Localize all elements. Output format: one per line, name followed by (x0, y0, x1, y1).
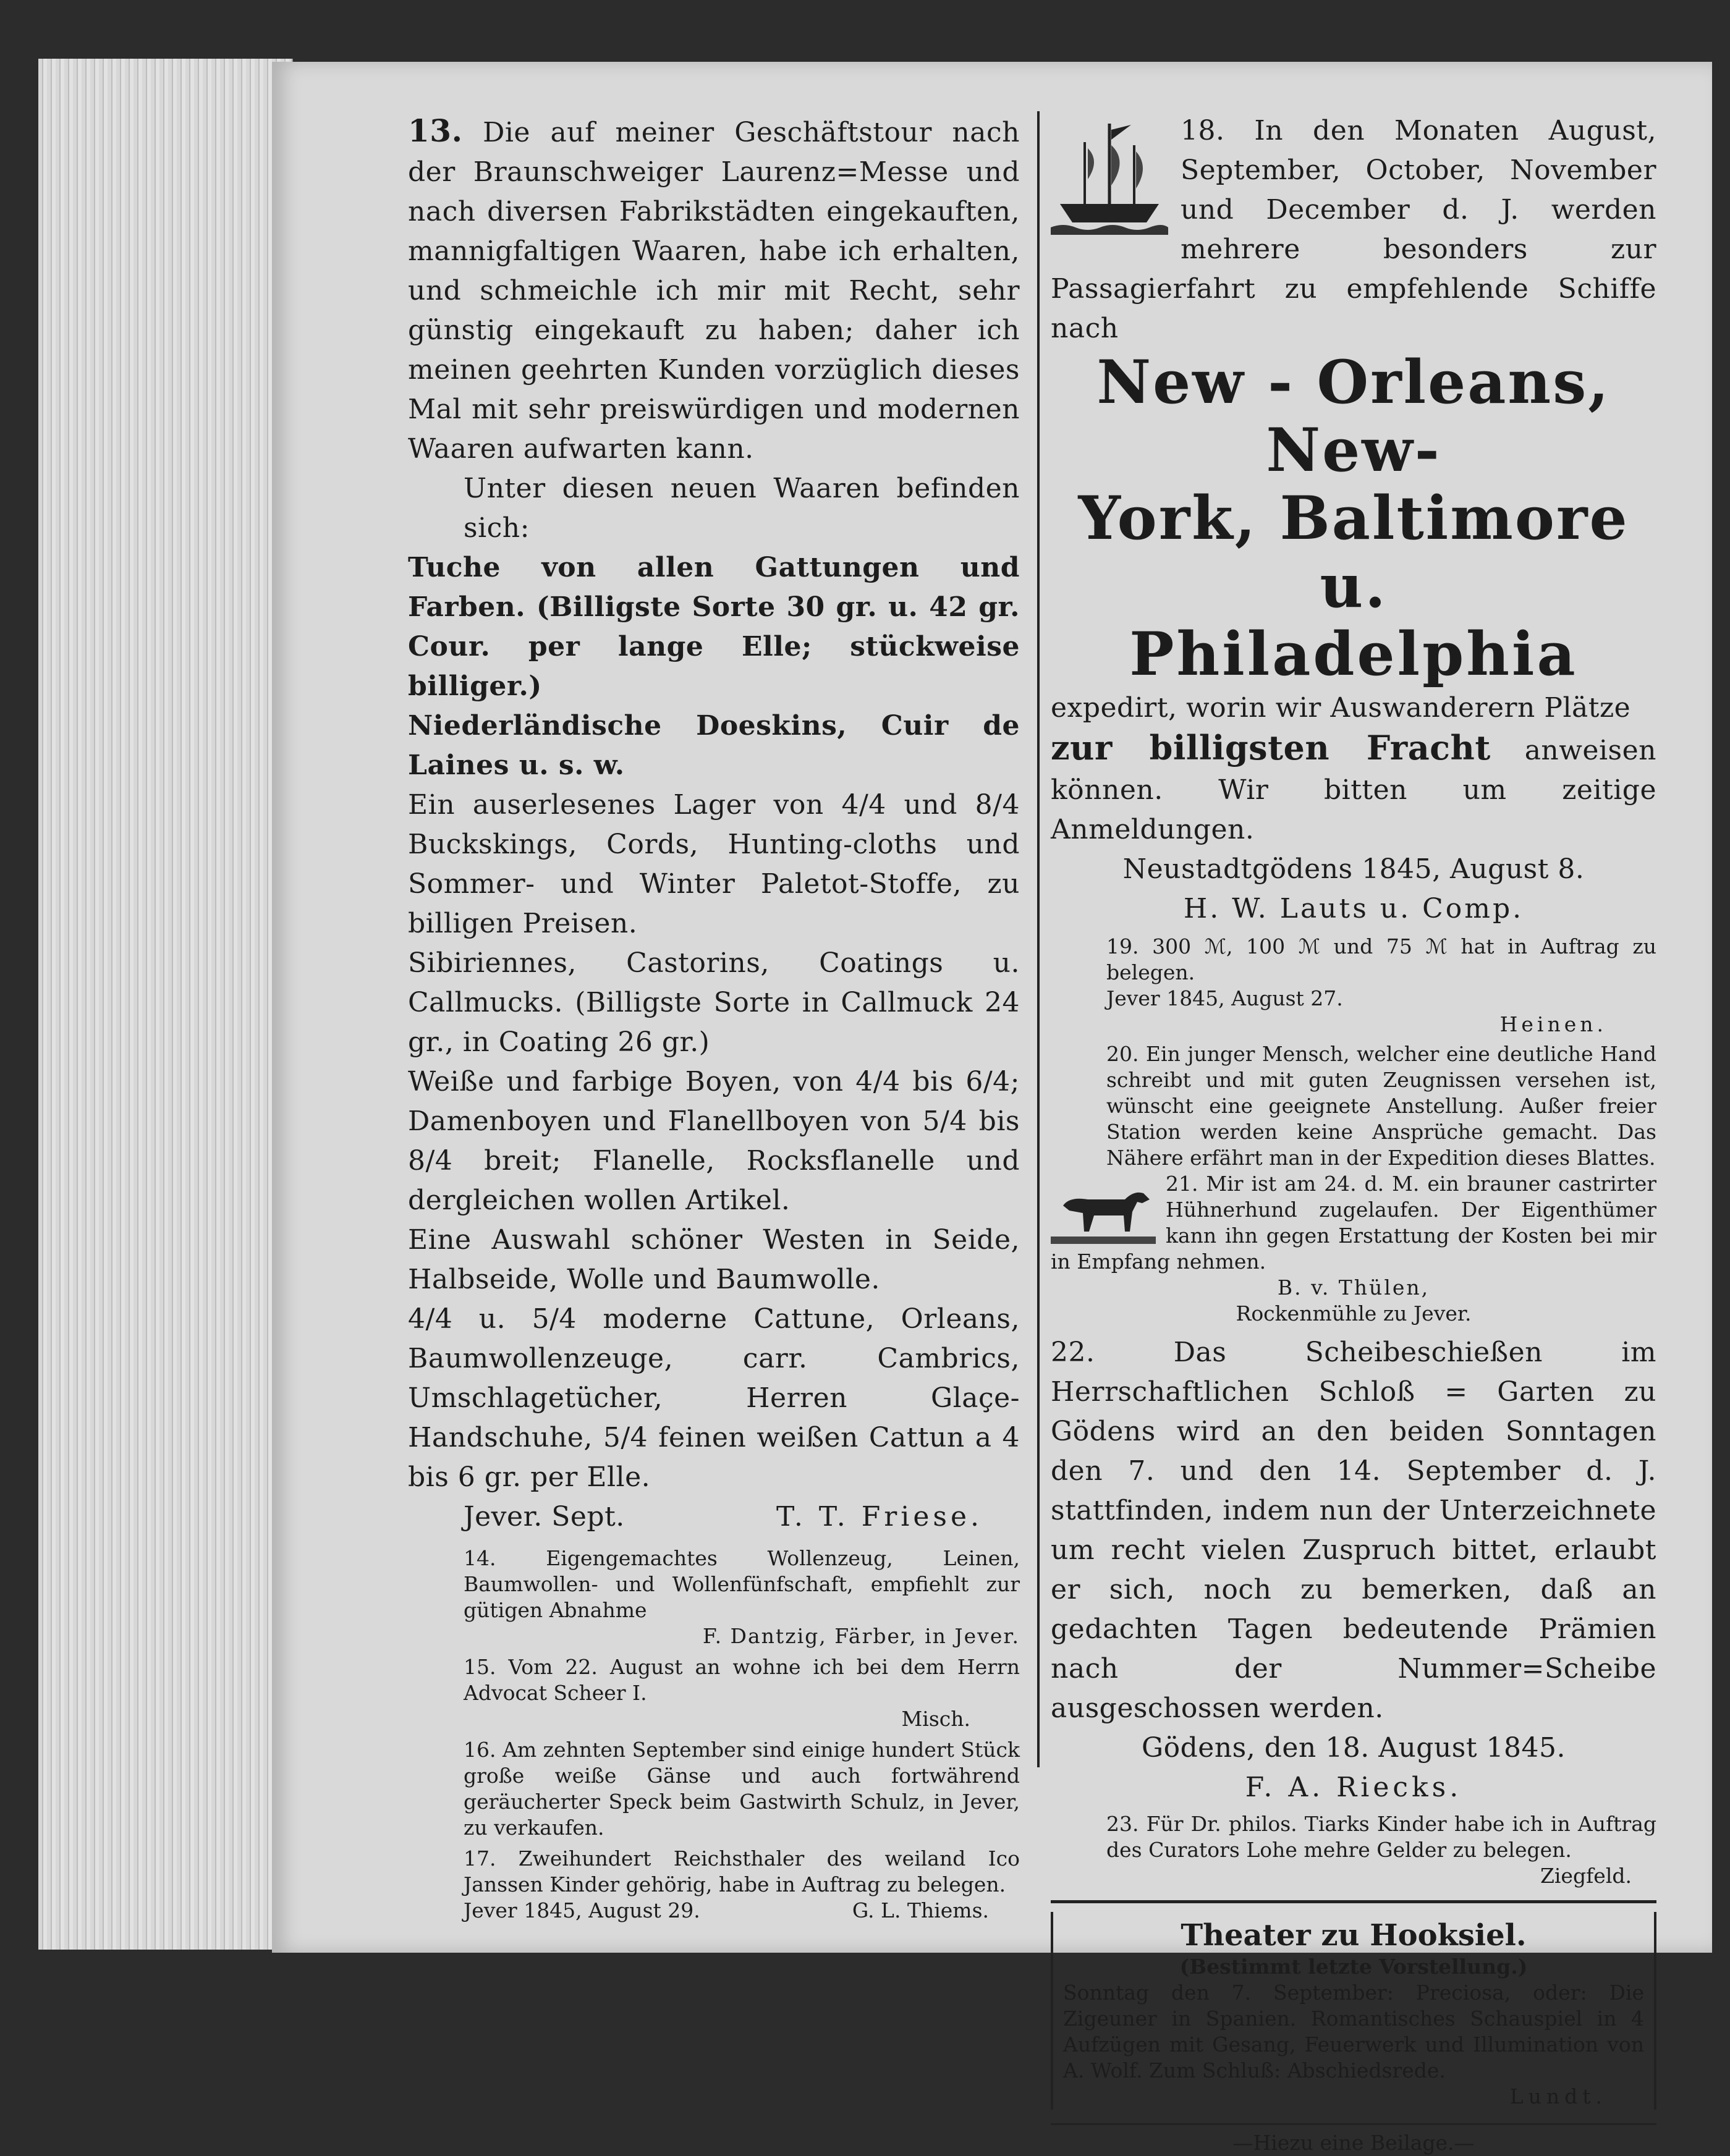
item-13-line-doeskins: Niederländische Doeskins, Cuir de Laines u. s. w. (408, 710, 1020, 781)
item-14-signature: F. Dantzig, Färber, in Jever. (702, 1624, 1020, 1648)
item-17-text: 17. Zweihundert Reichsthaler des weiland Ico Janssen Kinder gehörig, habe in Auftrag zu belegen. (464, 1846, 1020, 1896)
item-18-body-2-line (1051, 728, 1656, 850)
theatre-subtitle: (Bestimmt letzte Vorstellung.) (1179, 1955, 1528, 1979)
item-22-place: Gödens, den 18. August 1845. (1141, 1732, 1566, 1764)
item-18-body-1: expedirt, worin wir Auswanderern Plätze (1051, 692, 1631, 724)
item-18-headline-2: York, Baltimore u. (1078, 483, 1629, 621)
item-18-place: Neustadtgödens 1845, August 8. (1122, 853, 1585, 885)
item-13-line-sibiriennes: Sibiriennes, Castorins, Coatings u. Callmucks. (Billigste Sorte in Callmuck 24 gr., in Coating 26 gr.) (408, 947, 1020, 1058)
item-21-location: Rockenmühle zu Jever. (1236, 1301, 1472, 1325)
item-20-text: 20. Ein junger Mensch, welcher eine deutliche Hand schreibt und mit guten Zeugnissen versehen ist, wünscht eine geeignete Anstellung. Außer freier Station werden keine Ansprüche gemacht. Das Nähere erfährt man in der Expedition dieses Blattes. (1106, 1042, 1656, 1170)
book-page-edges (38, 59, 293, 1950)
item-13-line-boyen: Weiße und farbige Boyen, von 4/4 bis 6/4; Damenboyen und Flanellboyen von 5/4 bis 8/4 breit; Flanelle, Rocksflanelle und dergleichen wollen Artikel. (408, 1066, 1020, 1216)
ship-icon (1051, 117, 1168, 235)
item-22-signature: F. A. Riecks. (1245, 1772, 1462, 1803)
item-18-intro: 18. In den Monaten August, September, October, November und December d. J. werden mehrere besonders zur Passagierfahrt zu empfehlende Schiffe nach (1051, 115, 1656, 344)
item-13-place: Jever. Sept. (464, 1501, 625, 1532)
item-13-line-cattune: 4/4 u. 5/4 moderne Cattune, Orleans, Baumwollenzeuge, carr. Cambrics, Umschlagetücher, Herren Glaçe-Handschuhe, 5/4 feinen weißen Cattun a 4 bis 6 gr. per Elle. (408, 1303, 1020, 1493)
item-13-list-intro: Unter diesen neuen Waaren befinden sich: (464, 473, 1020, 544)
theatre-title: Theater zu Hooksiel. (1181, 1918, 1527, 1953)
column-divider (1037, 111, 1040, 1767)
item-17-signature: G. L. Thiems. (852, 1898, 989, 1922)
item-23-signature: Ziegfeld. (1540, 1864, 1632, 1888)
theatre-bottom-rule (1051, 2123, 1656, 2125)
item-18-headline-3: Philadelphia (1129, 619, 1578, 689)
theatre-announcement (1051, 1912, 1656, 2110)
item-18-signature: H. W. Lauts u. Comp. (1183, 893, 1524, 924)
theatre-text: Sonntag den 7. September: Preciosa, oder: Die Zigeuner in Spanien. Romantisches Schauspiel in 4 Aufzügen mit Gesang, Feuerwerk und Illumination von A. Wolf. Zum Schluß: Abschiedsrede. (1063, 1981, 1644, 2082)
item-13-line-westen: Eine Auswahl schöner Westen in Seide, Halbseide, Wolle und Baumwolle. (408, 1224, 1020, 1295)
item-14-text: 14. Eigengemachtes Wollenzeug, Leinen, Baumwollen- und Wollenfünfschaft, empfiehlt zur gütigen Abnahme (464, 1546, 1020, 1622)
item-17-signature-line (408, 1898, 1020, 1924)
right-column (1051, 111, 1656, 2156)
item-19-signature: Heinen. (1499, 1012, 1607, 1036)
item-19-place: Jever 1845, August 27. (1106, 986, 1343, 1010)
item-21-signature: B. v. Thülen, (1277, 1275, 1430, 1300)
theatre-top-rule (1051, 1900, 1656, 1903)
item-22-text: 22. Das Scheibeschießen im Herrschaftlichen Schloß = Garten zu Gödens wird an den beiden Sonntagen den 7. und den 14. September d. J. stattfinden, indem nun der Unterzeichnete um recht vielen Zuspruch bittet, erlaubt er sich, noch zu bemerken, daß an gedachten Tagen bedeutende Prämien nach der Nummer=Scheibe ausgeschossen werden. (1051, 1337, 1656, 1724)
item-17-place: Jever 1845, August 29. (464, 1898, 700, 1922)
item-15-signature: Misch. (901, 1707, 970, 1731)
item-13-signature: T. T. Friese. (776, 1501, 983, 1532)
dog-icon (1051, 1175, 1156, 1249)
theatre-signature: Lundt. (1509, 2084, 1607, 2108)
item-18-body-bold: zur billigsten Fracht (1051, 728, 1491, 767)
item-19-text: 19. 300 ℳ, 100 ℳ und 75 ℳ hat in Auftrag zu belegen. (1106, 934, 1656, 984)
item-13-number: 13. (408, 112, 463, 149)
item-15-text: 15. Vom 22. August an wohne ich bei dem Herrn Advocat Scheer I. (464, 1655, 1020, 1705)
item-13-signature-line (408, 1497, 1020, 1537)
item-13-line-tuche: Tuche von allen Gattungen und Farben. (Billigste Sorte 30 gr. u. 42 gr. Cour. per lange Elle; stückweise billiger.) (408, 552, 1020, 702)
item-16-text: 16. Am zehnten September sind einige hundert Stück große weiße Gänse und auch fortwährend geräucherter Speck beim Gastwirth Schulz, in Jever, zu verkaufen. (464, 1738, 1020, 1840)
item-23-text: 23. Für Dr. philos. Tiarks Kinder habe ich in Auftrag des Curators Lohe mehre Gelder zu belegen. (1106, 1812, 1656, 1862)
item-18-headline-1: New - Orleans, New- (1096, 347, 1611, 485)
item-13-line-buckskings: Ein auserlesenes Lager von 4/4 und 8/4 Buckskings, Cords, Hunting-cloths und Sommer- und Winter Paletot-Stoffe, zu billigen Preisen. (408, 789, 1020, 939)
item-18-body-2: anweisen können. Wir bitten um zeitige Anmeldungen. (1051, 735, 1656, 845)
left-column (408, 111, 1020, 1924)
item-13-intro (408, 111, 1020, 469)
footer-supplement-note: —Hiezu eine Beilage.— (1232, 2131, 1475, 2155)
item-13-intro-text: Die auf meiner Geschäftstour nach der Braunschweiger Laurenz=Messe und nach diversen Fabrikstädten eingekauften, mannigfaltigen Waaren, habe ich erhalten, und schmeichle ich mir mit Recht, sehr günstig eingekauft zu haben; daher ich meinen geehrten Kunden vorzüglich dieses Mal mit sehr preiswürdigen und modernen Waaren aufwarten kann. (408, 117, 1020, 465)
item-21-text: 21. Mir ist am 24. d. M. ein brauner castrirter Hühnerhund zugelaufen. Der Eigenthümer kann ihn gegen Erstattung der Kosten bei mir in Empfang nehmen. (1051, 1172, 1656, 1274)
